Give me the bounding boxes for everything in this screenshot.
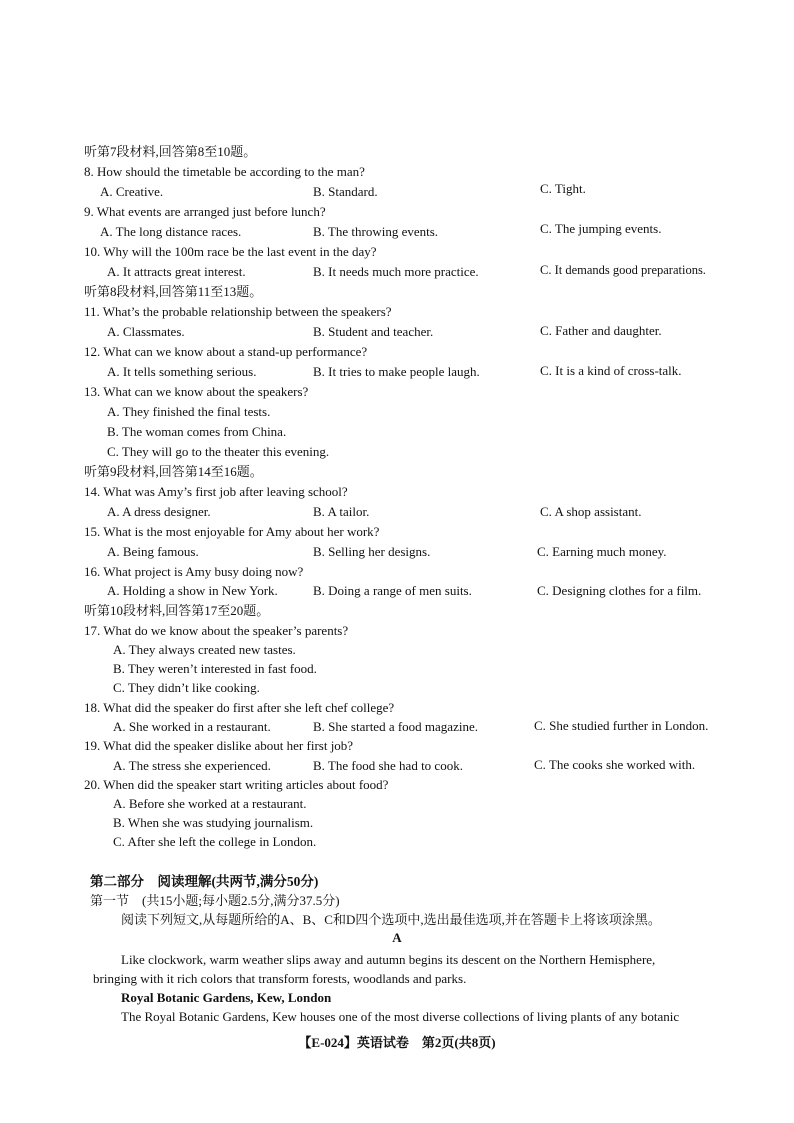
option-12a: A. It tells something serious. xyxy=(107,364,257,379)
option-14c: C. A shop assistant. xyxy=(540,504,642,519)
option-10a: A. It attracts great interest. xyxy=(107,264,246,279)
question-12: 12. What can we know about a stand-up performance? xyxy=(84,344,368,359)
option-12b: B. It tries to make people laugh. xyxy=(313,364,480,379)
option-18b: B. She started a food magazine. xyxy=(313,719,478,734)
option-20a: A. Before she worked at a restaurant. xyxy=(113,796,307,811)
option-8b: B. Standard. xyxy=(313,184,378,199)
option-13c: C. They will go to the theater this evening. xyxy=(107,444,330,459)
section-heading-7: 听第7段材料,回答第8至10题。 xyxy=(84,144,257,159)
option-20c: C. After she left the college in London. xyxy=(113,834,317,849)
option-13a: A. They finished the final tests. xyxy=(107,404,271,419)
question-20: 20. When did the speaker start writing articles about food? xyxy=(84,777,389,792)
question-19: 19. What did the speaker dislike about her first job? xyxy=(84,738,354,753)
option-19a: A. The stress she experienced. xyxy=(113,758,271,773)
passage-label: A xyxy=(392,930,402,945)
question-17: 17. What do we know about the speaker’s parents? xyxy=(84,623,349,638)
option-19b: B. The food she had to cook. xyxy=(313,758,463,773)
option-9b: B. The throwing events. xyxy=(313,224,439,239)
section-heading-8: 听第8段材料,回答第11至13题。 xyxy=(84,284,263,299)
question-18: 18. What did the speaker do first after she left chef college? xyxy=(84,700,395,715)
option-9c: C. The jumping events. xyxy=(540,221,662,236)
option-14a: A. A dress designer. xyxy=(107,504,211,519)
part2-subheading: 第一节 (共15小题;每小题2.5分,满分37.5分) xyxy=(90,893,340,908)
option-17a: A. They always created new tastes. xyxy=(113,642,296,657)
option-14b: B. A tailor. xyxy=(313,504,370,519)
passage-place-heading: Royal Botanic Gardens, Kew, London xyxy=(121,990,332,1005)
option-11b: B. Student and teacher. xyxy=(313,324,434,339)
option-11c: C. Father and daughter. xyxy=(540,323,662,338)
question-16: 16. What project is Amy busy doing now? xyxy=(84,564,304,579)
question-9: 9. What events are arranged just before lunch? xyxy=(84,204,326,219)
section-heading-10: 听第10段材料,回答第17至20题。 xyxy=(84,603,270,618)
section-heading-9: 听第9段材料,回答第14至16题。 xyxy=(84,464,263,479)
question-15: 15. What is the most enjoyable for Amy about her work? xyxy=(84,524,380,539)
option-16a: A. Holding a show in New York. xyxy=(107,583,278,598)
option-8c: C. Tight. xyxy=(540,181,586,196)
option-13b: B. The woman comes from China. xyxy=(107,424,287,439)
part2-heading: 第二部分 阅读理解(共两节,满分50分) xyxy=(90,874,319,889)
option-15c: C. Earning much money. xyxy=(537,544,667,559)
question-13: 13. What can we know about the speakers? xyxy=(84,384,309,399)
question-8: 8. How should the timetable be according to the man? xyxy=(84,164,365,179)
option-9a: A. The long distance races. xyxy=(100,224,242,239)
option-18a: A. She worked in a restaurant. xyxy=(113,719,271,734)
option-19c: C. The cooks she worked with. xyxy=(534,757,696,772)
question-10: 10. Why will the 100m race be the last event in the day? xyxy=(84,244,377,259)
option-10b: B. It needs much more practice. xyxy=(313,264,479,279)
option-15b: B. Selling her designs. xyxy=(313,544,431,559)
part2-instruction: 阅读下列短文,从每题所给的A、B、C和D四个选项中,选出最佳选项,并在答题卡上将该项涂黑。 xyxy=(121,912,661,927)
page-footer: 【E-024】英语试卷 第2页(共8页) xyxy=(298,1035,496,1050)
option-16c: C. Designing clothes for a film. xyxy=(537,583,702,598)
option-8a: A. Creative. xyxy=(100,184,164,199)
passage-para1-line1: Like clockwork, warm weather slips away and autumn begins its descent on the Northern Hemisphere, xyxy=(121,952,656,967)
option-17c: C. They didn’t like cooking. xyxy=(113,680,260,695)
option-11a: A. Classmates. xyxy=(107,324,185,339)
option-18c: C. She studied further in London. xyxy=(534,718,709,733)
question-14: 14. What was Amy’s first job after leaving school? xyxy=(84,484,348,499)
option-20b: B. When she was studying journalism. xyxy=(113,815,314,830)
option-10c: C. It demands good preparations. xyxy=(540,263,706,277)
passage-para2-line1: The Royal Botanic Gardens, Kew houses one of the most diverse collections of living plants of any botanic xyxy=(121,1009,680,1024)
passage-para1-line2: bringing with it rich colors that transform forests, woodlands and parks. xyxy=(93,971,467,986)
option-15a: A. Being famous. xyxy=(107,544,199,559)
option-12c: C. It is a kind of cross-talk. xyxy=(540,363,682,378)
option-17b: B. They weren’t interested in fast food. xyxy=(113,661,317,676)
question-11: 11. What’s the probable relationship between the speakers? xyxy=(84,304,392,319)
option-16b: B. Doing a range of men suits. xyxy=(313,583,472,598)
